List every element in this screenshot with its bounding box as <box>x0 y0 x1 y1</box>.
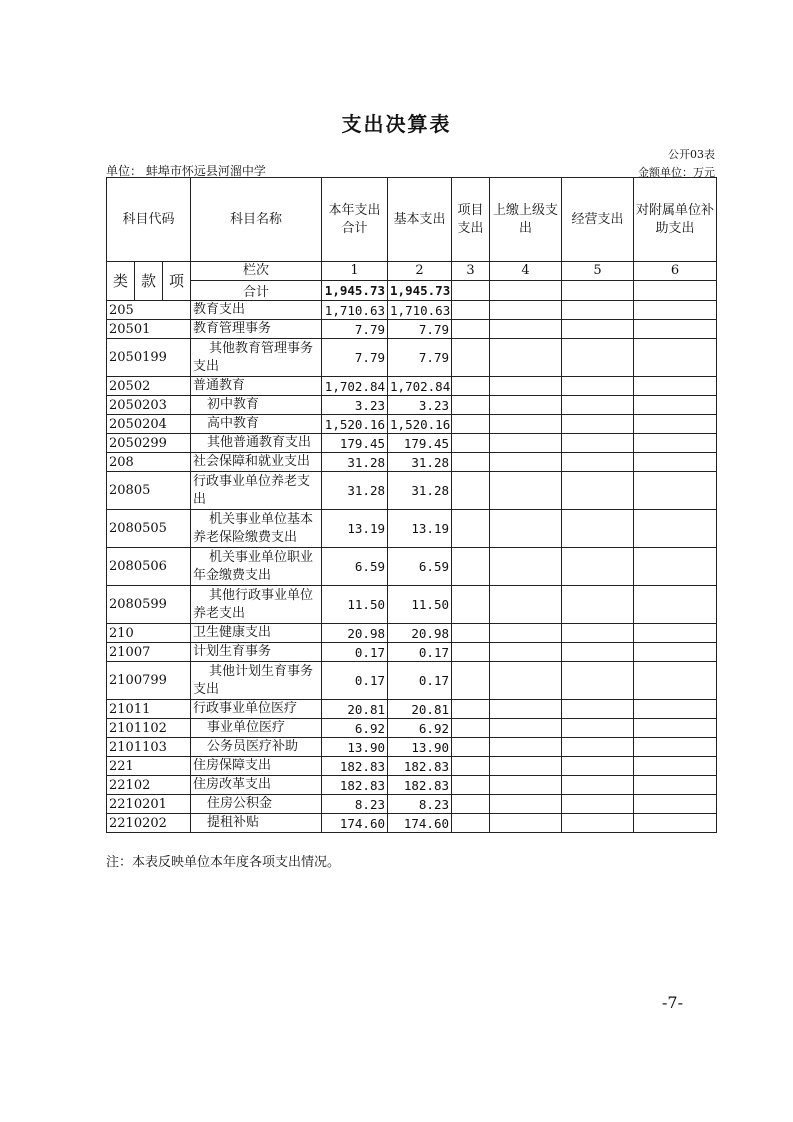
empty-cell <box>634 814 717 833</box>
row-name: 其他行政事业单位养老支出 <box>191 586 322 624</box>
row-code: 2050203 <box>107 396 191 415</box>
empty-cell <box>562 510 634 548</box>
row-basic: 7.79 <box>388 339 452 377</box>
empty-cell <box>452 396 490 415</box>
table-row <box>107 339 717 377</box>
table-row <box>107 700 717 719</box>
empty-cell <box>452 795 490 814</box>
empty-cell <box>490 643 562 662</box>
empty-cell <box>452 700 490 719</box>
row-code: 2101102 <box>107 719 191 738</box>
form-number: 公开03表 <box>668 148 715 161</box>
empty-cell <box>490 586 562 624</box>
expenditure-table <box>106 177 717 833</box>
table-row <box>107 434 717 453</box>
empty-cell <box>634 396 717 415</box>
empty-cell <box>452 662 490 700</box>
empty-cell <box>452 472 490 510</box>
empty-cell <box>562 320 634 339</box>
row-basic: 13.19 <box>388 510 452 548</box>
empty-cell <box>562 662 634 700</box>
table-row <box>107 757 717 776</box>
empty-cell <box>490 700 562 719</box>
empty-cell <box>634 719 717 738</box>
empty-cell <box>490 415 562 434</box>
row-basic: 3.23 <box>388 396 452 415</box>
row-name: 其他普通教育支出 <box>191 434 322 453</box>
row-total: 182.83 <box>322 757 388 776</box>
header-name: 科目名称 <box>191 178 322 262</box>
row-basic: 0.17 <box>388 662 452 700</box>
empty-cell <box>634 586 717 624</box>
empty-cell <box>562 301 634 320</box>
empty-cell <box>452 643 490 662</box>
table-row <box>107 453 717 472</box>
total-row <box>107 281 717 301</box>
table-row <box>107 814 717 833</box>
table-row <box>107 415 717 434</box>
row-name: 教育支出 <box>191 301 322 320</box>
row-code: 20502 <box>107 377 191 396</box>
row-name: 行政事业单位养老支出 <box>191 472 322 510</box>
row-code: 2050204 <box>107 415 191 434</box>
row-total: 7.79 <box>322 320 388 339</box>
empty-cell <box>452 776 490 795</box>
empty-cell <box>634 700 717 719</box>
row-total: 1,710.63 <box>322 301 388 320</box>
row-basic: 1,710.63 <box>388 301 452 320</box>
row-total: 179.45 <box>322 434 388 453</box>
table-row <box>107 510 717 548</box>
empty-cell <box>634 795 717 814</box>
empty-cell <box>634 434 717 453</box>
table-row <box>107 643 717 662</box>
table-row <box>107 301 717 320</box>
row-total: 3.23 <box>322 396 388 415</box>
empty-cell <box>634 377 717 396</box>
empty-cell <box>562 700 634 719</box>
empty-cell <box>490 510 562 548</box>
table-row <box>107 396 717 415</box>
row-total: 174.60 <box>322 814 388 833</box>
empty-cell <box>562 586 634 624</box>
table-row <box>107 548 717 586</box>
header-total: 本年支出合计 <box>322 178 388 262</box>
empty-cell <box>634 776 717 795</box>
empty-cell <box>634 510 717 548</box>
empty-cell <box>562 643 634 662</box>
row-total: 182.83 <box>322 776 388 795</box>
empty-cell <box>562 377 634 396</box>
header-project: 项目支出 <box>452 178 490 262</box>
row-code: 2050299 <box>107 434 191 453</box>
empty-cell <box>490 396 562 415</box>
row-total: 6.92 <box>322 719 388 738</box>
row-name: 高中教育 <box>191 415 322 434</box>
row-name: 住房保障支出 <box>191 757 322 776</box>
empty-cell <box>634 624 717 643</box>
empty-cell <box>490 377 562 396</box>
empty-cell <box>562 624 634 643</box>
empty-cell <box>634 339 717 377</box>
table-row <box>107 320 717 339</box>
empty-cell <box>634 757 717 776</box>
row-basic: 1,520.16 <box>388 415 452 434</box>
row-code: 205 <box>107 301 191 320</box>
row-basic: 13.90 <box>388 738 452 757</box>
row-name: 事业单位医疗 <box>191 719 322 738</box>
empty-cell <box>452 377 490 396</box>
empty-cell <box>490 757 562 776</box>
empty-cell <box>562 415 634 434</box>
row-basic: 31.28 <box>388 453 452 472</box>
empty-cell <box>452 738 490 757</box>
empty-cell <box>452 320 490 339</box>
empty-cell <box>634 548 717 586</box>
empty-cell <box>490 301 562 320</box>
row-basic: 7.79 <box>388 320 452 339</box>
row-code: 2100799 <box>107 662 191 700</box>
row-total: 6.59 <box>322 548 388 586</box>
header-kuan: 款 <box>135 262 163 301</box>
empty-cell <box>452 301 490 320</box>
header-lanci: 栏次 <box>191 262 322 281</box>
empty-cell <box>562 339 634 377</box>
empty-cell <box>490 795 562 814</box>
row-name: 其他计划生育事务支出 <box>191 662 322 700</box>
empty-cell <box>490 738 562 757</box>
row-basic: 6.59 <box>388 548 452 586</box>
empty-cell <box>490 548 562 586</box>
row-total: 0.17 <box>322 643 388 662</box>
row-code: 20805 <box>107 472 191 510</box>
empty-cell <box>452 586 490 624</box>
row-name: 初中教育 <box>191 396 322 415</box>
empty-cell <box>634 662 717 700</box>
row-total: 13.90 <box>322 738 388 757</box>
empty-cell <box>634 472 717 510</box>
row-code: 2101103 <box>107 738 191 757</box>
row-total: 8.23 <box>322 795 388 814</box>
empty-cell <box>490 453 562 472</box>
row-name: 社会保障和就业支出 <box>191 453 322 472</box>
empty-cell <box>634 453 717 472</box>
document-title: 支出决算表 <box>341 112 452 136</box>
row-name: 卫生健康支出 <box>191 624 322 643</box>
empty-cell <box>490 662 562 700</box>
empty-cell <box>562 434 634 453</box>
row-code: 2080599 <box>107 586 191 624</box>
empty-cell <box>490 434 562 453</box>
empty-cell <box>452 548 490 586</box>
header-subsidiary: 对附属单位补助支出 <box>634 178 717 262</box>
row-basic: 8.23 <box>388 795 452 814</box>
header-lei: 类 <box>107 262 135 301</box>
row-name: 住房改革支出 <box>191 776 322 795</box>
header-remit: 上缴上级支出 <box>490 178 562 262</box>
header-code: 科目代码 <box>107 178 191 262</box>
row-total: 31.28 <box>322 472 388 510</box>
row-code: 208 <box>107 453 191 472</box>
col-index-1: 1 <box>322 262 388 281</box>
col-index-6: 6 <box>634 262 717 281</box>
row-total: 20.98 <box>322 624 388 643</box>
empty-cell <box>634 320 717 339</box>
empty-cell <box>452 453 490 472</box>
table-row <box>107 795 717 814</box>
row-total: 11.50 <box>322 586 388 624</box>
table-row <box>107 738 717 757</box>
empty-cell <box>562 719 634 738</box>
row-total: 0.17 <box>322 662 388 700</box>
row-total: 13.19 <box>322 510 388 548</box>
table-row <box>107 624 717 643</box>
empty-cell <box>452 415 490 434</box>
header-row <box>107 178 717 262</box>
row-basic: 20.81 <box>388 700 452 719</box>
row-basic: 174.60 <box>388 814 452 833</box>
table-row <box>107 776 717 795</box>
row-name: 普通教育 <box>191 377 322 396</box>
row-total: 31.28 <box>322 453 388 472</box>
total-basic: 1,945.73 <box>388 281 452 301</box>
row-name: 计划生育事务 <box>191 643 322 662</box>
row-code: 2210202 <box>107 814 191 833</box>
empty-cell <box>634 415 717 434</box>
page-number: -7- <box>662 993 683 1012</box>
row-basic: 11.50 <box>388 586 452 624</box>
row-basic: 182.83 <box>388 757 452 776</box>
empty-cell <box>562 453 634 472</box>
row-basic: 20.98 <box>388 624 452 643</box>
row-basic: 31.28 <box>388 472 452 510</box>
row-name: 教育管理事务 <box>191 320 322 339</box>
empty-cell <box>452 434 490 453</box>
row-name: 行政事业单位医疗 <box>191 700 322 719</box>
row-code: 2080505 <box>107 510 191 548</box>
empty-cell <box>490 320 562 339</box>
empty-cell <box>634 301 717 320</box>
table-row <box>107 662 717 700</box>
total-amount: 1,945.73 <box>322 281 388 301</box>
row-basic: 179.45 <box>388 434 452 453</box>
row-total: 1,520.16 <box>322 415 388 434</box>
empty-cell <box>452 814 490 833</box>
row-code: 21007 <box>107 643 191 662</box>
column-index-row <box>107 262 717 281</box>
empty-cell <box>452 624 490 643</box>
empty-cell <box>452 339 490 377</box>
empty-cell <box>452 719 490 738</box>
header-business: 经营支出 <box>562 178 634 262</box>
col-index-5: 5 <box>562 262 634 281</box>
col-index-2: 2 <box>388 262 452 281</box>
row-name: 机关事业单位基本养老保险缴费支出 <box>191 510 322 548</box>
row-basic: 0.17 <box>388 643 452 662</box>
empty-cell <box>562 738 634 757</box>
empty-cell <box>562 757 634 776</box>
empty-cell <box>562 396 634 415</box>
table-row <box>107 719 717 738</box>
empty-cell <box>634 643 717 662</box>
row-name: 机关事业单位职业年金缴费支出 <box>191 548 322 586</box>
row-code: 21011 <box>107 700 191 719</box>
row-basic: 182.83 <box>388 776 452 795</box>
row-total: 7.79 <box>322 339 388 377</box>
row-code: 210 <box>107 624 191 643</box>
empty-cell <box>490 339 562 377</box>
empty-cell <box>490 719 562 738</box>
empty-cell <box>452 757 490 776</box>
empty-cell <box>562 814 634 833</box>
empty-cell <box>634 738 717 757</box>
amount-unit-label: 金额单位：万元 <box>638 166 715 179</box>
row-name: 公务员医疗补助 <box>191 738 322 757</box>
table-row <box>107 586 717 624</box>
row-name: 提租补贴 <box>191 814 322 833</box>
footnote: 注：本表反映单位本年度各项支出情况。 <box>106 855 341 870</box>
table-row <box>107 377 717 396</box>
row-code: 2050199 <box>107 339 191 377</box>
empty-cell <box>562 795 634 814</box>
header-basic: 基本支出 <box>388 178 452 262</box>
empty-cell <box>490 776 562 795</box>
row-basic: 1,702.84 <box>388 377 452 396</box>
row-code: 2080506 <box>107 548 191 586</box>
empty-cell <box>452 510 490 548</box>
col-index-3: 3 <box>452 262 490 281</box>
row-code: 2210201 <box>107 795 191 814</box>
empty-cell <box>490 472 562 510</box>
empty-cell <box>562 548 634 586</box>
row-code: 221 <box>107 757 191 776</box>
row-total: 1,702.84 <box>322 377 388 396</box>
unit-label: 单位： 蚌埠市怀远县河溜中学 <box>106 164 266 178</box>
row-code: 20501 <box>107 320 191 339</box>
table-row <box>107 472 717 510</box>
row-name: 住房公积金 <box>191 795 322 814</box>
empty-cell <box>490 814 562 833</box>
row-name: 其他教育管理事务支出 <box>191 339 322 377</box>
empty-cell <box>562 472 634 510</box>
header-xiang: 项 <box>163 262 191 301</box>
row-basic: 6.92 <box>388 719 452 738</box>
empty-cell <box>490 624 562 643</box>
row-code: 22102 <box>107 776 191 795</box>
row-total: 20.81 <box>322 700 388 719</box>
empty-cell <box>562 776 634 795</box>
total-label: 合计 <box>191 281 322 301</box>
col-index-4: 4 <box>490 262 562 281</box>
